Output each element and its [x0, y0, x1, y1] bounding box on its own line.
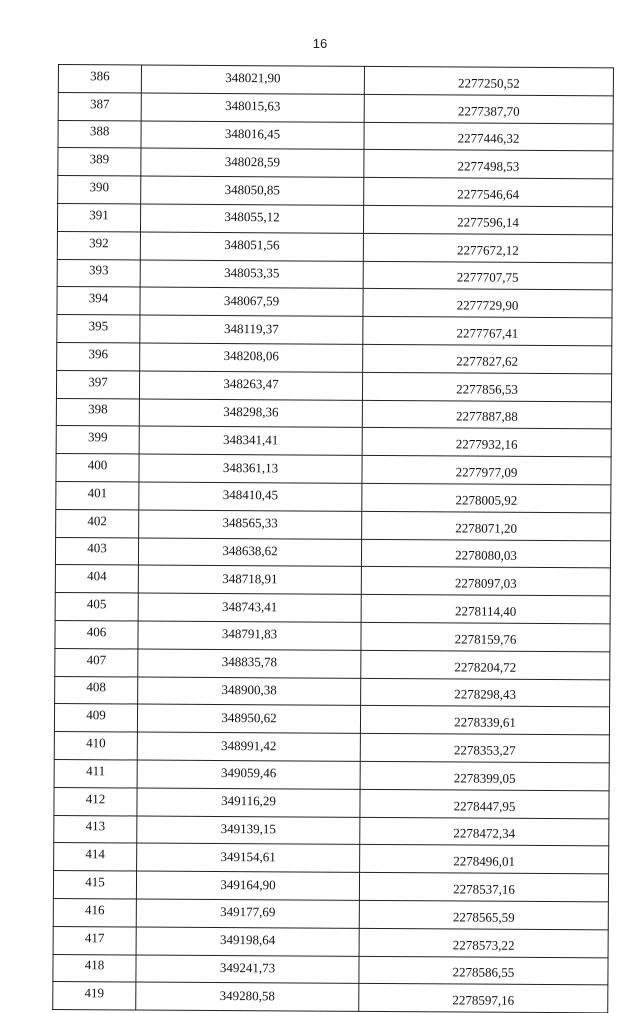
y-coordinate-cell — [363, 205, 612, 234]
point-number-value: 397 — [88, 373, 108, 389]
y-coordinate-value: 2278586,55 — [452, 964, 515, 981]
point-number-cell — [54, 704, 137, 732]
table-row — [54, 732, 609, 763]
x-coordinate-value: 348208,06 — [223, 348, 279, 364]
y-coordinate-value: 2277767,41 — [456, 325, 519, 341]
point-number-cell — [55, 537, 138, 565]
point-number-value: 395 — [88, 318, 109, 334]
y-coordinate-cell — [362, 511, 611, 540]
x-coordinate-cell — [140, 343, 363, 372]
x-coordinate-cell — [139, 426, 362, 455]
y-coordinate-value: 2278005,92 — [455, 492, 518, 508]
table-row — [54, 843, 609, 874]
x-coordinate-value: 348341,41 — [223, 431, 279, 448]
table-row — [57, 342, 612, 373]
y-coordinate-value: 2277887,88 — [455, 408, 518, 425]
y-coordinate-cell — [361, 622, 610, 651]
x-coordinate-cell — [138, 538, 361, 567]
point-number-value: 392 — [89, 234, 109, 250]
x-coordinate-cell — [139, 371, 362, 400]
point-number-cell — [53, 898, 136, 926]
point-number-cell — [57, 203, 140, 231]
table-row — [53, 982, 608, 1013]
y-coordinate-value: 2278537,16 — [453, 881, 515, 897]
x-coordinate-value: 349116,29 — [221, 793, 276, 809]
x-coordinate-cell — [137, 788, 360, 817]
table-row — [53, 926, 608, 957]
point-number-cell — [53, 982, 136, 1010]
point-number-cell — [53, 871, 136, 899]
point-number-cell — [54, 787, 137, 815]
point-number-cell — [56, 398, 139, 426]
coordinates-table-body — [53, 65, 614, 1013]
y-coordinate-value: 2278097,03 — [454, 575, 517, 592]
y-coordinate-cell — [362, 483, 611, 512]
y-coordinate-value: 2278071,20 — [455, 520, 518, 536]
x-coordinate-cell — [140, 232, 363, 261]
point-number-cell — [54, 843, 137, 871]
y-coordinate-value: 2278204,72 — [454, 659, 517, 675]
y-coordinate-cell — [364, 94, 613, 123]
x-coordinate-cell — [138, 649, 361, 678]
x-coordinate-value: 348718,91 — [222, 570, 278, 587]
x-coordinate-cell — [140, 315, 363, 344]
x-coordinate-cell — [139, 399, 362, 428]
y-coordinate-value: 2278114,40 — [454, 603, 517, 619]
point-number-value: 407 — [86, 651, 107, 667]
y-coordinate-cell — [360, 789, 609, 818]
x-coordinate-value: 348015,63 — [225, 98, 281, 114]
x-coordinate-value: 348053,35 — [224, 264, 280, 281]
y-coordinate-cell — [360, 761, 609, 790]
x-coordinate-cell — [141, 121, 364, 150]
x-coordinate-value: 348638,62 — [222, 542, 278, 559]
y-coordinate-cell — [364, 178, 613, 207]
table-row — [58, 176, 613, 207]
table-row — [58, 92, 613, 123]
y-coordinate-cell — [363, 233, 612, 262]
x-coordinate-value: 348743,41 — [222, 598, 278, 614]
x-coordinate-cell — [141, 93, 364, 122]
point-number-cell — [57, 342, 140, 370]
x-coordinate-cell — [137, 816, 360, 845]
x-coordinate-cell — [140, 204, 363, 233]
x-coordinate-cell — [141, 176, 364, 205]
table-row — [57, 203, 612, 234]
y-coordinate-cell — [363, 289, 612, 318]
x-coordinate-value: 348119,37 — [223, 320, 279, 336]
x-coordinate-cell — [139, 510, 362, 539]
x-coordinate-value: 348950,62 — [221, 709, 277, 726]
y-coordinate-cell — [361, 539, 610, 568]
point-number-value: 394 — [88, 290, 109, 306]
table-row — [55, 620, 610, 651]
y-coordinate-value: 2278565,59 — [452, 909, 515, 925]
y-coordinate-cell — [361, 650, 610, 679]
y-coordinate-value: 2277387,70 — [457, 103, 520, 119]
point-number-value: 411 — [86, 762, 106, 779]
y-coordinate-value: 2277827,62 — [456, 353, 519, 369]
table-row — [55, 648, 610, 679]
point-number-cell — [53, 926, 136, 954]
y-coordinate-cell — [360, 845, 609, 874]
table-row — [56, 509, 611, 540]
x-coordinate-value: 348791,83 — [221, 626, 278, 642]
x-coordinate-cell — [139, 454, 362, 483]
x-coordinate-cell — [137, 760, 360, 789]
point-number-value: 391 — [89, 207, 109, 223]
point-number-value: 388 — [89, 123, 110, 139]
y-coordinate-value: 2277932,16 — [455, 436, 518, 453]
table-row — [56, 370, 611, 401]
x-coordinate-value: 348991,42 — [221, 737, 277, 753]
y-coordinate-value: 2277729,90 — [456, 297, 519, 314]
point-number-value: 416 — [85, 901, 105, 918]
point-number-cell — [54, 732, 137, 760]
x-coordinate-value: 349139,15 — [220, 820, 277, 837]
y-coordinate-cell — [363, 261, 612, 290]
point-number-value: 418 — [84, 957, 105, 973]
x-coordinate-value: 349059,46 — [221, 765, 277, 781]
point-number-cell — [58, 120, 141, 148]
point-number-value: 390 — [89, 179, 110, 195]
x-coordinate-cell — [136, 954, 359, 983]
coordinates-table — [52, 64, 614, 1013]
table-row — [58, 65, 613, 96]
y-coordinate-cell — [359, 956, 608, 985]
point-number-value: 403 — [87, 540, 107, 556]
table-row — [53, 954, 608, 985]
y-coordinate-value: 2278298,43 — [454, 686, 517, 703]
x-coordinate-value: 349154,61 — [220, 848, 276, 865]
x-coordinate-value: 348016,45 — [224, 126, 281, 142]
y-coordinate-cell — [362, 400, 611, 429]
y-coordinate-value: 2278080,03 — [455, 547, 517, 564]
y-coordinate-value: 2278399,05 — [453, 770, 516, 786]
y-coordinate-value: 2278353,27 — [453, 742, 516, 758]
y-coordinate-value: 2277856,53 — [456, 381, 518, 397]
point-number-cell — [56, 454, 139, 482]
x-coordinate-value: 348028,59 — [224, 153, 281, 170]
table-row — [53, 898, 608, 929]
point-number-cell — [53, 954, 136, 982]
table-row — [54, 787, 609, 818]
y-coordinate-cell — [361, 678, 610, 707]
y-coordinate-value: 2277498,53 — [457, 158, 520, 175]
table-row — [54, 759, 609, 790]
x-coordinate-cell — [137, 732, 360, 761]
x-coordinate-value: 349177,69 — [220, 904, 276, 920]
table-row — [56, 398, 611, 429]
point-number-cell — [57, 315, 140, 343]
point-number-value: 400 — [87, 457, 108, 473]
x-coordinate-value: 348835,78 — [221, 654, 278, 670]
x-coordinate-cell — [140, 287, 363, 316]
x-coordinate-cell — [141, 65, 364, 94]
table-row — [55, 565, 610, 596]
point-number-value: 399 — [87, 429, 108, 445]
y-coordinate-cell — [362, 428, 611, 457]
y-coordinate-value: 2278573,22 — [452, 937, 515, 953]
y-coordinate-cell — [360, 817, 609, 846]
point-number-value: 419 — [84, 985, 105, 1001]
x-coordinate-cell — [136, 871, 359, 900]
y-coordinate-cell — [362, 372, 611, 401]
y-coordinate-cell — [363, 344, 612, 373]
y-coordinate-cell — [361, 595, 610, 624]
point-number-value: 387 — [89, 95, 110, 112]
table-row — [57, 287, 612, 318]
x-coordinate-value: 348361,13 — [222, 459, 279, 475]
point-number-cell — [54, 759, 137, 787]
point-number-value: 406 — [86, 624, 107, 640]
x-coordinate-cell — [136, 927, 359, 956]
x-coordinate-value: 348298,36 — [223, 403, 279, 420]
point-number-cell — [55, 676, 138, 704]
y-coordinate-value: 2278496,01 — [453, 853, 516, 870]
point-number-cell — [56, 370, 139, 398]
point-number-value: 417 — [84, 929, 105, 945]
point-number-value: 414 — [85, 846, 105, 862]
y-coordinate-cell — [360, 733, 609, 762]
table-row — [57, 315, 612, 346]
point-number-value: 410 — [86, 735, 106, 751]
point-number-value: 409 — [86, 707, 106, 723]
x-coordinate-cell — [138, 593, 361, 622]
y-coordinate-cell — [364, 122, 613, 151]
y-coordinate-cell — [359, 900, 608, 929]
point-number-value: 405 — [86, 596, 107, 612]
point-number-value: 386 — [90, 68, 110, 84]
x-coordinate-value: 348410,45 — [222, 487, 279, 503]
point-number-cell — [58, 65, 141, 93]
table-row — [56, 454, 611, 485]
x-coordinate-value: 348050,85 — [224, 181, 280, 197]
y-coordinate-value: 2278159,76 — [454, 631, 517, 647]
table-row — [56, 426, 611, 457]
y-coordinate-cell — [363, 317, 612, 346]
point-number-value: 389 — [89, 151, 110, 167]
x-coordinate-cell — [136, 899, 359, 928]
point-number-cell — [55, 620, 138, 648]
x-coordinate-cell — [140, 260, 363, 289]
y-coordinate-value: 2278447,95 — [453, 798, 516, 814]
x-coordinate-value: 348021,90 — [225, 70, 281, 86]
table-row — [58, 120, 613, 151]
x-coordinate-value: 349280,58 — [219, 987, 275, 1004]
point-number-value: 402 — [87, 512, 108, 528]
x-coordinate-value: 348067,59 — [223, 292, 280, 309]
point-number-value: 413 — [85, 818, 106, 834]
x-coordinate-value: 349241,73 — [219, 959, 276, 976]
point-number-value: 404 — [87, 568, 107, 584]
y-coordinate-cell — [359, 928, 608, 957]
x-coordinate-cell — [138, 621, 361, 650]
y-coordinate-cell — [359, 984, 608, 1013]
x-coordinate-cell — [136, 982, 359, 1011]
y-coordinate-cell — [364, 66, 613, 95]
y-coordinate-value: 2277546,64 — [457, 186, 520, 202]
point-number-cell — [55, 648, 138, 676]
table-row — [54, 815, 609, 846]
y-coordinate-value: 2278597,16 — [452, 992, 515, 1008]
y-coordinate-value: 2277250,52 — [457, 75, 520, 91]
y-coordinate-value: 2277977,09 — [455, 464, 518, 480]
point-number-cell — [57, 231, 140, 259]
x-coordinate-cell — [141, 148, 364, 177]
table-row — [57, 259, 612, 290]
y-coordinate-cell — [362, 456, 611, 485]
x-coordinate-value: 348055,12 — [224, 209, 280, 225]
table-row — [57, 231, 612, 262]
y-coordinate-value: 2277446,32 — [457, 130, 520, 147]
point-number-value: 396 — [88, 346, 109, 362]
x-coordinate-value: 349164,90 — [220, 876, 276, 892]
point-number-cell — [57, 287, 140, 315]
x-coordinate-value: 348263,47 — [223, 376, 279, 392]
point-number-value: 393 — [88, 262, 109, 278]
point-number-cell — [55, 565, 138, 593]
y-coordinate-cell — [364, 150, 613, 179]
point-number-cell — [56, 481, 139, 509]
point-number-cell — [58, 92, 141, 120]
y-coordinate-value: 2278472,34 — [453, 825, 516, 842]
table-row — [53, 871, 608, 902]
table-row — [55, 676, 610, 707]
y-coordinate-value: 2277707,75 — [456, 269, 519, 286]
y-coordinate-cell — [360, 706, 609, 735]
x-coordinate-cell — [138, 677, 361, 706]
y-coordinate-value: 2277672,12 — [456, 242, 519, 258]
table-row — [55, 593, 610, 624]
table-row — [54, 704, 609, 735]
table-row — [55, 537, 610, 568]
y-coordinate-value: 2277596,14 — [457, 214, 519, 230]
point-number-cell — [58, 148, 141, 176]
x-coordinate-value: 348900,38 — [221, 681, 277, 698]
x-coordinate-value: 348051,56 — [224, 237, 280, 253]
point-number-cell — [57, 259, 140, 287]
x-coordinate-value: 348565,33 — [222, 515, 278, 531]
y-coordinate-value: 2278339,61 — [454, 714, 516, 731]
x-coordinate-cell — [139, 482, 362, 511]
table-row — [58, 148, 613, 179]
y-coordinate-cell — [361, 567, 610, 596]
table-row — [56, 481, 611, 512]
point-number-value: 408 — [86, 679, 106, 695]
point-number-value: 415 — [85, 874, 105, 890]
point-number-cell — [56, 509, 139, 537]
x-coordinate-cell — [137, 704, 360, 733]
x-coordinate-cell — [138, 565, 361, 594]
y-coordinate-cell — [359, 872, 608, 901]
point-number-cell — [56, 426, 139, 454]
x-coordinate-cell — [137, 843, 360, 872]
point-number-value: 401 — [87, 485, 108, 501]
x-coordinate-value: 349198,64 — [219, 932, 276, 948]
point-number-cell — [58, 176, 141, 204]
page-number: 16 — [312, 36, 328, 51]
point-number-cell — [55, 593, 138, 621]
point-number-cell — [54, 815, 137, 843]
point-number-value: 398 — [88, 401, 108, 417]
point-number-value: 412 — [85, 790, 106, 806]
